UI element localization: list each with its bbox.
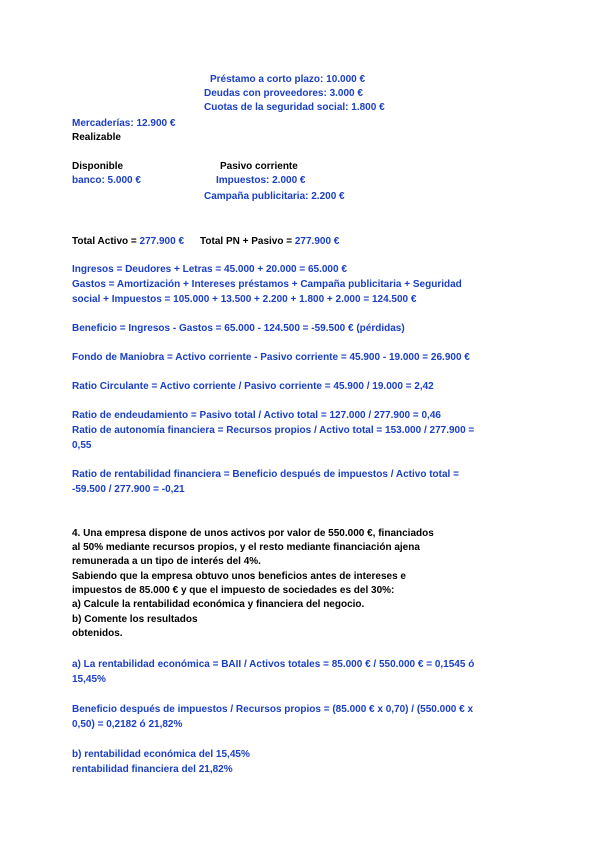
answer-beneficio-line-1: Beneficio después de impuestos / Recursos propios = (85.000 € x 0,70) / (550.000 € x <box>72 704 474 715</box>
balance-campana: Campaña publicitaria: 2.200 € <box>204 191 345 202</box>
answer-b-line-1: b) rentabilidad económica del 15,45% <box>72 749 250 760</box>
calc-ingresos: Ingresos = Deudores + Letras = 45.000 + 20.000 = 65.000 € <box>72 264 347 275</box>
calc-beneficio: Beneficio = Ingresos - Gastos = 65.000 - 124.500 = -59.500 € (pérdidas) <box>72 323 405 334</box>
calc-gastos-line-2: social + Impuestos = 105.000 + 13.500 + 2.200 + 1.800 + 2.000 = 124.500 € <box>72 294 417 305</box>
balance-impuestos: Impuestos: 2.000 € <box>216 175 306 186</box>
exercise-4-line-3: remunerada a un tipo de interés del 4%. <box>72 556 261 567</box>
calc-fondo-maniobra: Fondo de Maniobra = Activo corriente - Pasivo corriente = 45.900 - 19.000 = 26.900 € <box>72 352 470 363</box>
balance-pasivo-corriente-heading: Pasivo corriente <box>220 161 298 172</box>
calc-ratio-endeudamiento: Ratio de endeudamiento = Pasivo total / Activo total = 127.000 / 277.900 = 0,46 <box>72 410 441 421</box>
exercise-4-line-1: 4. Una empresa dispone de unos activos por valor de 550.000 €, financiados <box>72 528 434 539</box>
calc-ratio-autonomia-line-2: 0,55 <box>72 440 92 451</box>
total-activo-value: 277.900 € <box>139 236 185 247</box>
calc-ratio-rentabilidad-line-2: -59.500 / 277.900 = -0,21 <box>72 484 185 495</box>
answer-a-line-1: a) La rentabilidad económica = BAII / Activos totales = 85.000 € / 550.000 € = 0,1545 ó <box>72 659 475 670</box>
calc-ratio-autonomia-line-1: Ratio de autonomía financiera = Recursos propios / Activo total = 153.000 / 277.900 = <box>72 425 475 436</box>
exercise-4-line-4: Sabiendo que la empresa obtuvo unos beneficios antes de intereses e <box>72 571 406 582</box>
calc-ratio-circulante: Ratio Circulante = Activo corriente / Pasivo corriente = 45.900 / 19.000 = 2,42 <box>72 381 434 392</box>
totals-line <box>72 235 339 248</box>
balance-banco: banco: 5.000 € <box>72 175 141 186</box>
balance-cuotas-ss: Cuotas de la seguridad social: 1.800 € <box>204 102 385 113</box>
exercise-4-line-6: a) Calcule la rentabilidad económica y financiera del negocio. <box>72 599 365 610</box>
total-activo-label: Total Activo = <box>72 236 140 247</box>
balance-disponible-heading: Disponible <box>72 161 124 172</box>
exercise-4-line-5: impuestos de 85.000 € y que el impuesto de sociedades es del 30%: <box>72 585 395 596</box>
balance-deudas-proveedores: Deudas con proveedores: 3.000 € <box>204 88 363 99</box>
answer-beneficio-line-2: 0,50) = 0,2182 ó 21,82% <box>72 719 183 730</box>
exercise-4-line-8: obtenidos. <box>72 628 123 639</box>
exercise-4-line-7: b) Comente los resultados <box>72 614 198 625</box>
total-pn-label: Total PN + Pasivo = <box>200 236 295 247</box>
balance-realizable-heading: Realizable <box>72 132 121 143</box>
answer-a-line-2: 15,45% <box>72 674 106 685</box>
calc-ratio-rentabilidad-line-1: Ratio de rentabilidad financiera = Beneficio después de impuestos / Activo total = <box>72 469 459 480</box>
balance-prestamo-corto: Préstamo a corto plazo: 10.000 € <box>210 74 366 85</box>
answer-b-line-2: rentabilidad financiera del 21,82% <box>72 764 233 775</box>
exercise-4-line-2: al 50% mediante recursos propios, y el resto mediante financiación ajena <box>72 542 420 553</box>
total-pn-value: 277.900 € <box>294 236 340 247</box>
balance-mercaderias: Mercaderías: 12.900 € <box>72 118 176 129</box>
calc-gastos-line-1: Gastos = Amortización + Intereses préstamos + Campaña publicitaria + Seguridad <box>72 279 462 290</box>
